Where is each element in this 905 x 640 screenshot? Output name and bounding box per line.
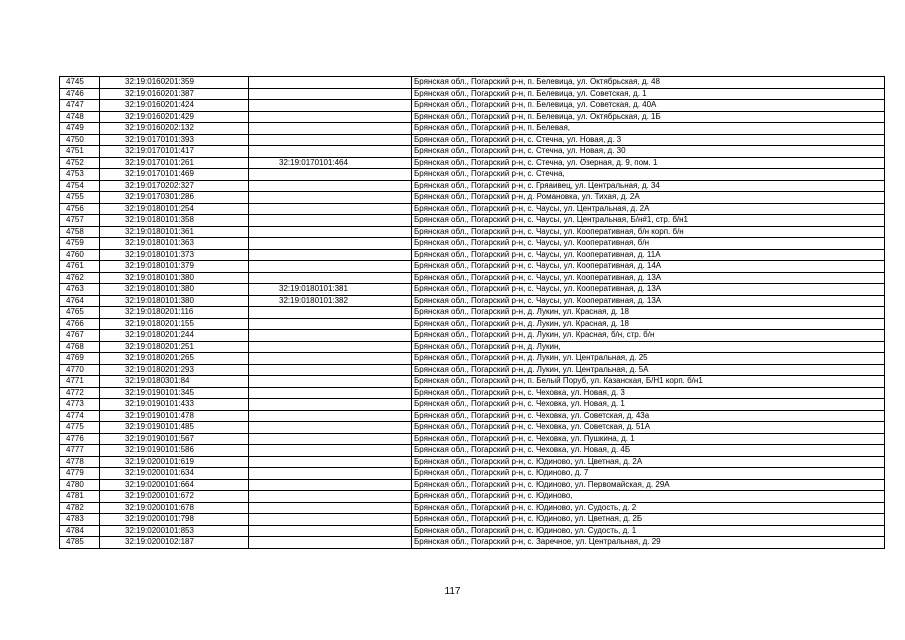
cadastral-number-cell: 32:19:0180201:293	[100, 364, 249, 376]
row-number-cell: 4777	[60, 445, 100, 457]
table-row	[60, 100, 885, 112]
table-row	[60, 410, 885, 422]
table-row	[60, 318, 885, 330]
related-cadastral-number-cell	[249, 88, 412, 100]
address-cell: Брянская обл., Погарский р-н, с. Юдиново, ул. Первомайская, д. 29А	[412, 479, 885, 491]
address-cell: Брянская обл., Погарский р-н, с. Стечна, ул. Новая, д. 30	[412, 146, 885, 158]
table-row	[60, 284, 885, 296]
cadastral-number-cell: 32:19:0160201:387	[100, 88, 249, 100]
table-row	[60, 341, 885, 353]
row-number-cell: 4763	[60, 284, 100, 296]
address-cell: Брянская обл., Погарский р-н, с. Юдиново, ул. Цветная, д. 2А	[412, 456, 885, 468]
cadastral-number-cell: 32:19:0160201:359	[100, 77, 249, 89]
row-number-cell: 4783	[60, 514, 100, 526]
cadastral-number-cell: 32:19:0180201:244	[100, 330, 249, 342]
cadastral-number-cell: 32:19:0170101:469	[100, 169, 249, 181]
row-number-cell: 4747	[60, 100, 100, 112]
table-row	[60, 146, 885, 158]
related-cadastral-number-cell	[249, 330, 412, 342]
cadastral-number-cell: 32:19:0180301:84	[100, 376, 249, 388]
table-row	[60, 249, 885, 261]
table-row	[60, 502, 885, 514]
table-row	[60, 422, 885, 434]
row-number-cell: 4784	[60, 525, 100, 537]
row-number-cell: 4753	[60, 169, 100, 181]
row-number-cell: 4756	[60, 203, 100, 215]
row-number-cell: 4748	[60, 111, 100, 123]
row-number-cell: 4757	[60, 215, 100, 227]
cadastral-number-cell: 32:19:0180101:380	[100, 284, 249, 296]
table-row	[60, 514, 885, 526]
related-cadastral-number-cell: 32:19:0180101:382	[249, 295, 412, 307]
address-cell: Брянская обл., Погарский р-н, с. Заречное, ул. Центральная, д. 29	[412, 537, 885, 549]
cadastral-number-cell: 32:19:0180101:373	[100, 249, 249, 261]
cadastral-number-cell: 32:19:0190101:586	[100, 445, 249, 457]
related-cadastral-number-cell	[249, 537, 412, 549]
row-number-cell: 4752	[60, 157, 100, 169]
cadastral-number-cell: 32:19:0180101:363	[100, 238, 249, 250]
related-cadastral-number-cell	[249, 203, 412, 215]
address-cell: Брянская обл., Погарский р-н, с. Юдиново, ул. Судость, д. 1	[412, 525, 885, 537]
cadastral-number-cell: 32:19:0200101:853	[100, 525, 249, 537]
related-cadastral-number-cell	[249, 192, 412, 204]
cadastral-number-cell: 32:19:0160201:429	[100, 111, 249, 123]
cadastral-number-cell: 32:19:0170301:286	[100, 192, 249, 204]
address-cell: Брянская обл., Погарский р-н, п. Белевица, ул. Октябрьская, д. 1Б	[412, 111, 885, 123]
table-row	[60, 261, 885, 273]
related-cadastral-number-cell	[249, 307, 412, 319]
row-number-cell: 4769	[60, 353, 100, 365]
page-number: 117	[444, 586, 461, 597]
cadastral-number-cell: 32:19:0180101:380	[100, 295, 249, 307]
cadastral-number-cell: 32:19:0160202:132	[100, 123, 249, 135]
table-row	[60, 353, 885, 365]
address-cell: Брянская обл., Погарский р-н, с. Стечна, ул. Новая, д. 3	[412, 134, 885, 146]
table-row	[60, 456, 885, 468]
address-cell: Брянская обл., Погарский р-н, д. Лукин, ул. Центральная, д. 5А	[412, 364, 885, 376]
cadastral-number-cell: 32:19:0200101:664	[100, 479, 249, 491]
table-row	[60, 238, 885, 250]
address-cell: Брянская обл., Погарский р-н, с. Чаусы, ул. Кооперативная, д. 13А	[412, 272, 885, 284]
row-number-cell: 4776	[60, 433, 100, 445]
row-number-cell: 4782	[60, 502, 100, 514]
row-number-cell: 4746	[60, 88, 100, 100]
table-row	[60, 445, 885, 457]
cadastral-number-cell: 32:19:0190101:485	[100, 422, 249, 434]
table-row	[60, 307, 885, 319]
address-cell: Брянская обл., Погарский р-н, с. Юдиново, д. 7	[412, 468, 885, 480]
table-row	[60, 77, 885, 89]
table-row	[60, 203, 885, 215]
related-cadastral-number-cell	[249, 502, 412, 514]
related-cadastral-number-cell	[249, 387, 412, 399]
address-cell: Брянская обл., Погарский р-н, с. Гряаивец, ул. Центральная, д. 34	[412, 180, 885, 192]
row-number-cell: 4760	[60, 249, 100, 261]
address-cell: Брянская обл., Погарский р-н, с. Чеховка, ул. Новая, д. 1	[412, 399, 885, 411]
row-number-cell: 4755	[60, 192, 100, 204]
cadastral-number-cell: 32:19:0190101:567	[100, 433, 249, 445]
address-cell: Брянская обл., Погарский р-н, с. Чаусы, ул. Центральная, Б/н#1, стр. б/н1	[412, 215, 885, 227]
row-number-cell: 4758	[60, 226, 100, 238]
related-cadastral-number-cell	[249, 215, 412, 227]
related-cadastral-number-cell	[249, 445, 412, 457]
cadastral-number-cell: 32:19:0180101:380	[100, 272, 249, 284]
related-cadastral-number-cell	[249, 525, 412, 537]
table-row	[60, 180, 885, 192]
table-row	[60, 330, 885, 342]
address-cell: Брянская обл., Погарский р-н, с. Юдиново, ул. Судость, д. 2	[412, 502, 885, 514]
row-number-cell: 4761	[60, 261, 100, 273]
table-row	[60, 226, 885, 238]
related-cadastral-number-cell	[249, 318, 412, 330]
cadastral-number-cell: 32:19:0180201:265	[100, 353, 249, 365]
table-row	[60, 537, 885, 549]
cadastral-number-cell: 32:19:0180201:251	[100, 341, 249, 353]
row-number-cell: 4750	[60, 134, 100, 146]
address-cell: Брянская обл., Погарский р-н, п. Белевица, ул. Советская, д. 40А	[412, 100, 885, 112]
row-number-cell: 4775	[60, 422, 100, 434]
related-cadastral-number-cell	[249, 514, 412, 526]
address-cell: Брянская обл., Погарский р-н, п. Белевица, ул. Советская, д. 1	[412, 88, 885, 100]
row-number-cell: 4778	[60, 456, 100, 468]
address-cell: Брянская обл., Погарский р-н, с. Чеховка, ул. Новая, д. 4Б	[412, 445, 885, 457]
address-cell: Брянская обл., Погарский р-н, с. Чаусы, ул. Кооперативная, д. 11А	[412, 249, 885, 261]
address-cell: Брянская обл., Погарский р-н, с. Чаусы, ул. Кооперативная, д. 13А	[412, 295, 885, 307]
row-number-cell: 4785	[60, 537, 100, 549]
cadastral-number-cell: 32:19:0170101:261	[100, 157, 249, 169]
related-cadastral-number-cell	[249, 180, 412, 192]
address-cell: Брянская обл., Погарский р-н, д. Лукин, ул. Красная, б/н, стр. б/н	[412, 330, 885, 342]
row-number-cell: 4767	[60, 330, 100, 342]
related-cadastral-number-cell	[249, 491, 412, 503]
row-number-cell: 4745	[60, 77, 100, 89]
table-row	[60, 134, 885, 146]
address-cell: Брянская обл., Погарский р-н, с. Чеховка, ул. Советская, д. 43а	[412, 410, 885, 422]
table-row	[60, 111, 885, 123]
related-cadastral-number-cell	[249, 410, 412, 422]
row-number-cell: 4780	[60, 479, 100, 491]
cadastral-number-cell: 32:19:0170101:393	[100, 134, 249, 146]
table-row	[60, 468, 885, 480]
table-row	[60, 272, 885, 284]
related-cadastral-number-cell	[249, 238, 412, 250]
cadastral-number-cell: 32:19:0200101:798	[100, 514, 249, 526]
row-number-cell: 4779	[60, 468, 100, 480]
related-cadastral-number-cell	[249, 261, 412, 273]
related-cadastral-number-cell	[249, 226, 412, 238]
related-cadastral-number-cell	[249, 433, 412, 445]
cadastral-number-cell: 32:19:0190101:433	[100, 399, 249, 411]
related-cadastral-number-cell	[249, 364, 412, 376]
table-row	[60, 433, 885, 445]
row-number-cell: 4751	[60, 146, 100, 158]
related-cadastral-number-cell	[249, 146, 412, 158]
address-cell: Брянская обл., Погарский р-н, д. Лукин,	[412, 341, 885, 353]
cadastral-number-cell: 32:19:0180201:155	[100, 318, 249, 330]
address-cell: Брянская обл., Погарский р-н, с. Чеховка, ул. Новая, д. 3	[412, 387, 885, 399]
row-number-cell: 4764	[60, 295, 100, 307]
row-number-cell: 4749	[60, 123, 100, 135]
related-cadastral-number-cell	[249, 376, 412, 388]
related-cadastral-number-cell	[249, 456, 412, 468]
address-cell: Брянская обл., Погарский р-н, с. Юдиново, ул. Цветная, д. 2Б	[412, 514, 885, 526]
table-row	[60, 123, 885, 135]
table-row	[60, 192, 885, 204]
related-cadastral-number-cell: 32:19:0170101:464	[249, 157, 412, 169]
related-cadastral-number-cell	[249, 249, 412, 261]
cadastral-number-cell: 32:19:0200101:619	[100, 456, 249, 468]
address-cell: Брянская обл., Погарский р-н, д. Романовка, ул. Тихая, д. 2А	[412, 192, 885, 204]
row-number-cell: 4770	[60, 364, 100, 376]
row-number-cell: 4754	[60, 180, 100, 192]
address-cell: Брянская обл., Погарский р-н, с. Юдиново,	[412, 491, 885, 503]
row-number-cell: 4773	[60, 399, 100, 411]
related-cadastral-number-cell	[249, 422, 412, 434]
related-cadastral-number-cell	[249, 399, 412, 411]
table-row	[60, 387, 885, 399]
cadastral-number-cell: 32:19:0190101:345	[100, 387, 249, 399]
related-cadastral-number-cell	[249, 479, 412, 491]
address-cell: Брянская обл., Погарский р-н, с. Стечна, ул. Озерная, д. 9, пом. 1	[412, 157, 885, 169]
address-cell: Брянская обл., Погарский р-н, п. Белевая,	[412, 123, 885, 135]
table-row	[60, 491, 885, 503]
table-row	[60, 364, 885, 376]
address-cell: Брянская обл., Погарский р-н, с. Чаусы, ул. Кооперативная, д. 13А	[412, 284, 885, 296]
related-cadastral-number-cell	[249, 353, 412, 365]
address-cell: Брянская обл., Погарский р-н, с. Чаусы, ул. Кооперативная, б/н корп. б/н	[412, 226, 885, 238]
row-number-cell: 4774	[60, 410, 100, 422]
related-cadastral-number-cell	[249, 111, 412, 123]
row-number-cell: 4759	[60, 238, 100, 250]
cadastral-number-cell: 32:19:0180101:379	[100, 261, 249, 273]
cadastral-number-cell: 32:19:0200101:672	[100, 491, 249, 503]
registry-table-body	[60, 77, 885, 549]
table-row	[60, 525, 885, 537]
related-cadastral-number-cell	[249, 169, 412, 181]
cadastral-number-cell: 32:19:0200101:634	[100, 468, 249, 480]
table-row	[60, 376, 885, 388]
cadastral-number-cell: 32:19:0180201:116	[100, 307, 249, 319]
row-number-cell: 4768	[60, 341, 100, 353]
related-cadastral-number-cell: 32:19:0180101:381	[249, 284, 412, 296]
cadastral-number-cell: 32:19:0180101:358	[100, 215, 249, 227]
address-cell: Брянская обл., Погарский р-н, п. Белевица, ул. Октябрьская, д. 48	[412, 77, 885, 89]
address-cell: Брянская обл., Погарский р-н, с. Чаусы, ул. Кооперативная, д. 14А	[412, 261, 885, 273]
row-number-cell: 4771	[60, 376, 100, 388]
row-number-cell: 4772	[60, 387, 100, 399]
address-cell: Брянская обл., Погарский р-н, с. Чаусы, ул. Кооперативная, б/н	[412, 238, 885, 250]
address-cell: Брянская обл., Погарский р-н, с. Чеховка, ул. Пушкина, д. 1	[412, 433, 885, 445]
table-row	[60, 399, 885, 411]
address-cell: Брянская обл., Погарский р-н, д. Лукин, ул. Красная, д. 18	[412, 318, 885, 330]
cadastral-number-cell: 32:19:0200101:678	[100, 502, 249, 514]
address-cell: Брянская обл., Погарский р-н, д. Лукин, ул. Центральная, д. 25	[412, 353, 885, 365]
address-cell: Брянская обл., Погарский р-н, д. Лукин, ул. Красная, д. 18	[412, 307, 885, 319]
registry-table	[59, 76, 885, 549]
table-row	[60, 169, 885, 181]
row-number-cell: 4766	[60, 318, 100, 330]
related-cadastral-number-cell	[249, 123, 412, 135]
address-cell: Брянская обл., Погарский р-н, с. Чаусы, ул. Центральная, д. 2А	[412, 203, 885, 215]
row-number-cell: 4762	[60, 272, 100, 284]
table-row	[60, 295, 885, 307]
row-number-cell: 4781	[60, 491, 100, 503]
address-cell: Брянская обл., Погарский р-н, с. Чеховка, ул. Советская, д. 51А	[412, 422, 885, 434]
cadastral-number-cell: 32:19:0170202:327	[100, 180, 249, 192]
table-row	[60, 479, 885, 491]
related-cadastral-number-cell	[249, 272, 412, 284]
table-row	[60, 215, 885, 227]
cadastral-number-cell: 32:19:0180101:361	[100, 226, 249, 238]
related-cadastral-number-cell	[249, 468, 412, 480]
related-cadastral-number-cell	[249, 134, 412, 146]
related-cadastral-number-cell	[249, 77, 412, 89]
cadastral-number-cell: 32:19:0160201:424	[100, 100, 249, 112]
cadastral-number-cell: 32:19:0200102:187	[100, 537, 249, 549]
address-cell: Брянская обл., Погарский р-н, с. Стечна,	[412, 169, 885, 181]
related-cadastral-number-cell	[249, 341, 412, 353]
address-cell: Брянская обл., Погарский р-н, п. Белый Поруб, ул. Казанская, Б/Н1 корп. б/н1	[412, 376, 885, 388]
row-number-cell: 4765	[60, 307, 100, 319]
cadastral-number-cell: 32:19:0190101:478	[100, 410, 249, 422]
cadastral-number-cell: 32:19:0170101:417	[100, 146, 249, 158]
table-row	[60, 88, 885, 100]
cadastral-number-cell: 32:19:0180101:254	[100, 203, 249, 215]
related-cadastral-number-cell	[249, 100, 412, 112]
table-row	[60, 157, 885, 169]
